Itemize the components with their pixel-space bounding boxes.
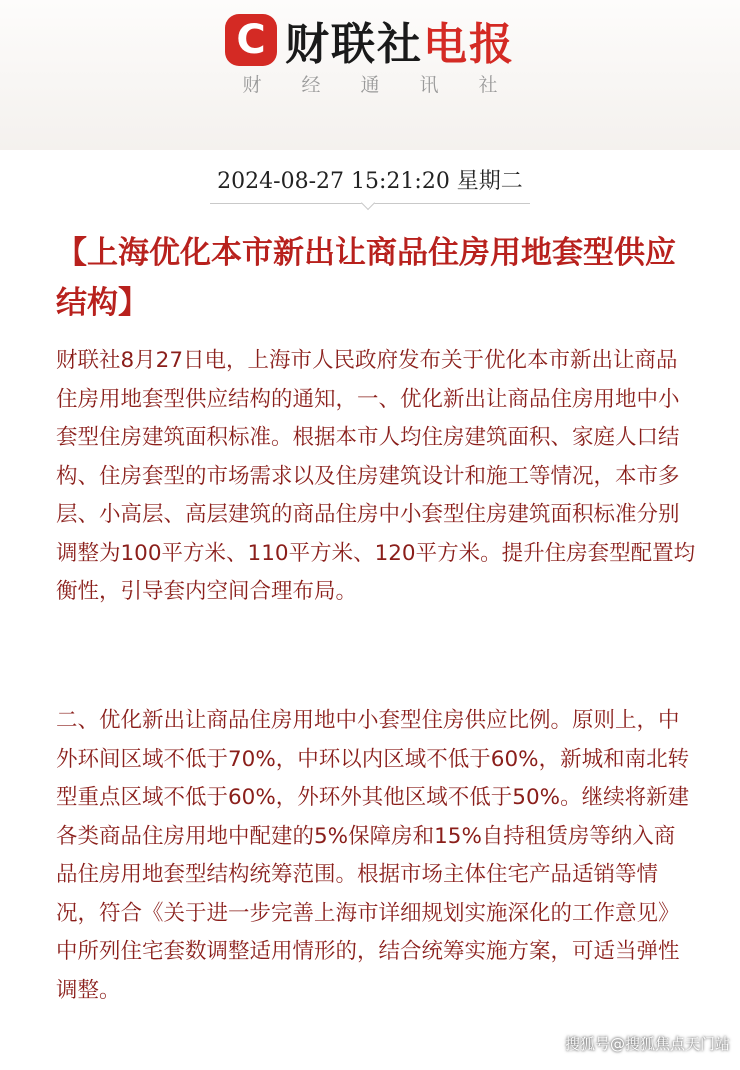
- article-headline: 【上海优化本市新出让商品住房用地套型供应结构】: [56, 235, 676, 321]
- brand-name-red: 电报: [423, 19, 515, 70]
- brand-name: 财联社: [285, 19, 423, 70]
- cls-logo-icon: C: [225, 14, 277, 66]
- brand-logo: [0, 8, 740, 72]
- masthead: [0, 0, 740, 150]
- article-paragraph-1: 财联社8月27日电，上海市人民政府发布关于优化本市新出让商品住房用地套型供应结构的通知，一、优化新出让商品住房用地中小套型住房建筑面积标准。根据本市人均住房建筑面积、家庭人口结构、住房套型的市场需求以及住房建筑设计和施工等情况，本市多层、小高层、高层建筑的商品住房中小套型住房建筑面积标准分别调整为100平方米、110平方米、120平方米。提升住房套型配置均衡性，引导套内空间合理布局。: [56, 348, 696, 604]
- divider-notch: [361, 196, 375, 210]
- publish-datetime: 2024-08-27 15:21:20 星期二: [217, 169, 523, 194]
- brand-subtitle: 财经通讯社: [242, 74, 538, 96]
- article-paragraph-2: 二、优化新出让商品住房用地中小套型住房供应比例。原则上，中外环间区域不低于70%，中环以内区域不低于60%，新城和南北转型重点区域不低于60%，外环外其他区域不低于50%。继续将新建各类商品住房用地中配建的5%保障房和15%自持租赁房等纳入商品住房用地套型结构统筹范围。根据市场主体住宅产品适销等情况，符合《关于进一步完善上海市详细规划实施深化的工作意见》中所列住宅套数调整适用情形的，结合统筹实施方案，可适当弹性调整。: [56, 708, 690, 1003]
- source-watermark: 搜狐号@搜狐焦点天门站: [564, 1035, 730, 1053]
